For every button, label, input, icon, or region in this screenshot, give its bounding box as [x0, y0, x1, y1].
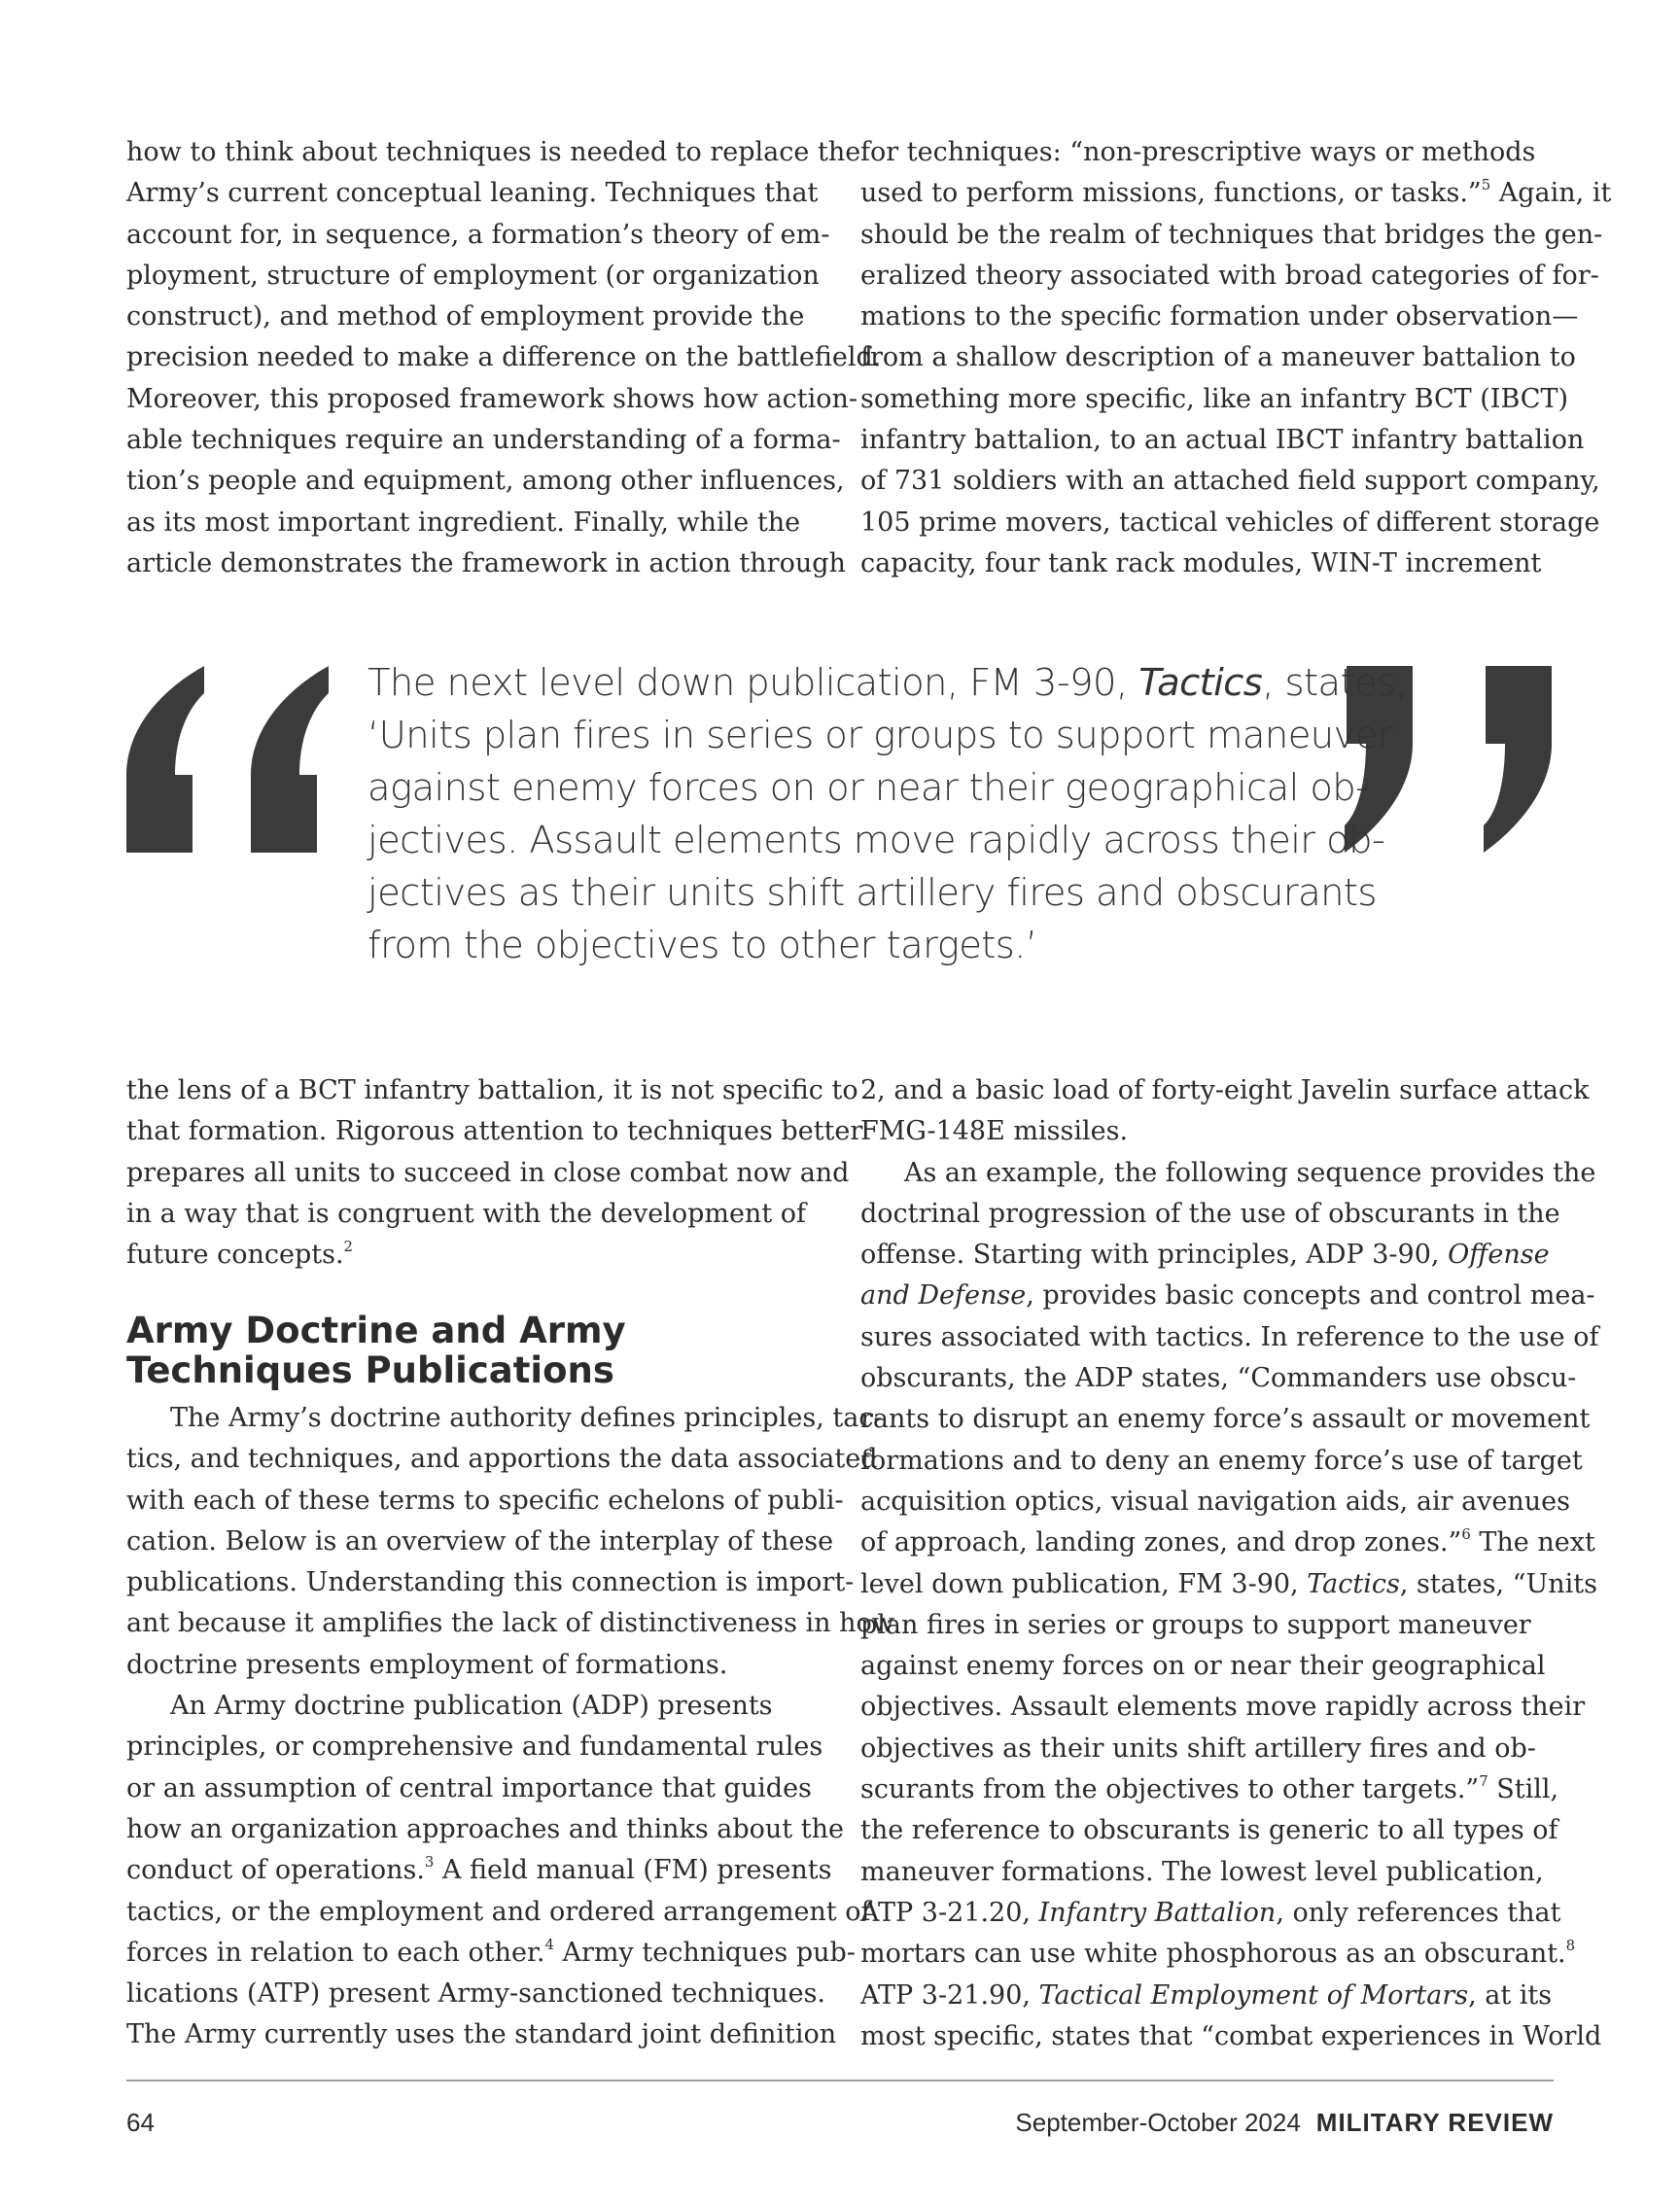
text-run: doctrine presents employment of formations. [126, 1649, 728, 1680]
text-run: ployment, structure of employment (or organization [126, 260, 820, 291]
text-run: Army’s current conceptual leaning. Techniques that [126, 178, 819, 209]
italic-title: Offense [1448, 1240, 1550, 1271]
text-line [860, 132, 1611, 173]
text-line [126, 1686, 894, 1727]
text-run: , states, [1262, 661, 1408, 705]
body-text-top-right [860, 132, 1611, 584]
text-run: as its most important ingredient. Finally, while the [126, 507, 801, 538]
text-run: future concepts. [126, 1240, 344, 1271]
text-line [126, 503, 881, 543]
text-line [860, 297, 1611, 337]
text-line [860, 337, 1611, 378]
text-line [126, 256, 881, 297]
footnote-reference[interactable]: 2 [343, 1238, 353, 1256]
text-run: construct), and method of employment provide the [126, 301, 805, 332]
text-run: sures associated with tactics. In reference to the use of [860, 1321, 1599, 1352]
text-run: the lens of a BCT infantry battalion, it is not specific to [126, 1075, 858, 1105]
text-line [368, 710, 1407, 762]
italic-title: Tactics [1307, 1568, 1400, 1599]
text-line [126, 1194, 862, 1235]
text-run: against enemy forces on or near their geographical [860, 1651, 1546, 1682]
text-run: of approach, landing zones, and drop zones.” [860, 1527, 1462, 1558]
text-line [126, 1974, 894, 2014]
text-run: ‘Units plan fires in series or groups to support maneuver [368, 714, 1393, 757]
text-run: how an organization approaches and thinks about the [126, 1813, 844, 1844]
text-line [860, 420, 1611, 461]
text-run: mortars can use white phosphorous as an obscurant. [860, 1939, 1566, 1970]
text-line [860, 215, 1611, 256]
text-run: offense. Starting with principles, ADP 3-90, [860, 1240, 1449, 1271]
body-text-bottom-right [860, 1070, 1601, 2057]
text-run: 105 prime movers, tactical vehicles of different storage [860, 507, 1600, 538]
text-line [860, 173, 1611, 214]
text-line [860, 256, 1611, 297]
text-line [860, 1769, 1601, 1810]
text-run: or an assumption of central importance that guides [126, 1772, 812, 1803]
text-line [126, 173, 881, 214]
text-run: obscurants, the ADP states, “Commanders use obscu- [860, 1363, 1577, 1394]
text-line [126, 1933, 894, 1974]
footnote-reference[interactable]: 7 [1479, 1772, 1488, 1791]
text-line [126, 461, 881, 502]
text-run: , at its [1468, 1979, 1553, 2011]
section-heading-line: Army Doctrine and Army [126, 1310, 626, 1351]
text-line [126, 1727, 894, 1768]
text-line [368, 920, 1407, 972]
text-run: most specific, states that “combat experiences in World [860, 2020, 1602, 2051]
italic-title: and Defense [860, 1280, 1027, 1312]
text-line [860, 379, 1611, 420]
text-run: jectives as their units shift artillery fires and obscurants [368, 871, 1377, 915]
text-line [126, 420, 881, 461]
text-run: objectives as their units shift artillery fires and ob- [860, 1732, 1536, 1764]
text-run: Moreover, this proposed framework shows how action- [126, 383, 858, 414]
text-run: formations and to deny an enemy force’s use of target [860, 1445, 1583, 1476]
text-run: in a way that is congruent with the development of [126, 1198, 807, 1229]
text-line [860, 461, 1611, 502]
text-line [860, 543, 1611, 584]
italic-title: Tactics [1138, 661, 1263, 705]
footer-publication [1015, 2108, 1554, 2137]
text-line [860, 2016, 1601, 2057]
text-line [860, 1070, 1601, 1111]
text-line [860, 1893, 1601, 1934]
text-line [860, 1399, 1601, 1440]
text-run: jectives. Assault elements move rapidly across their ob- [368, 819, 1385, 862]
footnote-reference[interactable]: 6 [1461, 1525, 1471, 1544]
text-run: acquisition optics, visual navigation aids, air avenues [860, 1486, 1571, 1517]
text-run: ATP 3-21.90, [860, 1979, 1039, 2011]
pull-quote-text [368, 657, 1407, 972]
text-line [860, 1317, 1601, 1358]
text-line [368, 867, 1407, 920]
text-run: ant because it amplifies the lack of distinctiveness in how [126, 1608, 894, 1639]
text-run: how to think about techniques is needed to replace the [126, 137, 861, 167]
italic-title: Infantry Battalion [1038, 1897, 1277, 1928]
text-line [860, 1153, 1601, 1194]
text-line [860, 1482, 1601, 1522]
text-run: , states, “Units [1399, 1568, 1597, 1599]
text-line [368, 815, 1407, 867]
text-run: The next level down publication, FM 3-90, [368, 661, 1139, 705]
text-run: plan fires in series or groups to support maneuver [860, 1609, 1531, 1640]
text-run: tics, and techniques, and apportions the data associated [126, 1444, 878, 1475]
text-line [126, 1481, 894, 1522]
text-line [126, 1645, 894, 1686]
text-run: maneuver formations. The lowest level publication, [860, 1856, 1544, 1887]
text-line [368, 657, 1407, 710]
text-line [860, 1605, 1601, 1646]
page-number: 64 [126, 2108, 155, 2137]
text-run: from a shallow description of a maneuver battalion to [860, 342, 1576, 373]
text-run: conduct of operations. [126, 1855, 425, 1886]
footnote-reference[interactable]: 3 [424, 1853, 435, 1872]
text-line [126, 1235, 862, 1276]
text-line [126, 1398, 894, 1439]
text-line [126, 1111, 862, 1152]
text-run: that formation. Rigorous attention to techniques better [126, 1116, 863, 1147]
text-run: scurants from the objectives to other targets.” [860, 1774, 1480, 1805]
text-run: forces in relation to each other. [126, 1937, 545, 1968]
text-line [126, 1070, 862, 1111]
text-line [126, 1809, 894, 1850]
text-run: infantry battalion, to an actual IBCT infantry battalion [860, 425, 1585, 456]
text-run: account for, in sequence, a formation’s theory of em- [126, 219, 830, 250]
text-run: should be the realm of techniques that bridges the gen- [860, 219, 1603, 250]
section-heading [126, 1311, 626, 1390]
text-line [126, 1603, 894, 1644]
text-run: tactics, or the employment and ordered arrangement of [126, 1896, 871, 1927]
intro-paragraph [126, 1070, 862, 1276]
text-run: used to perform missions, functions, or tasks.” [860, 178, 1482, 209]
magazine-name: MILITARY REVIEW [1315, 2108, 1554, 2137]
section-body-text [126, 1398, 894, 2056]
text-run: FMG-148E missiles. [860, 1116, 1129, 1147]
text-run: , provides basic concepts and control mea- [1026, 1280, 1595, 1312]
text-line [126, 543, 881, 584]
text-line [126, 132, 881, 173]
text-run: An Army doctrine publication (ADP) presents [170, 1691, 773, 1722]
open-quote-mark-icon [126, 666, 331, 860]
text-run: cation. Below is an overview of the interplay of these [126, 1525, 834, 1557]
text-run: , only references that [1276, 1897, 1561, 1928]
text-run: lications (ATP) present Army-sanctioned techniques. [126, 1978, 826, 2010]
text-line [126, 1439, 894, 1480]
text-run: The Army’s doctrine authority defines principles, tac- [170, 1403, 883, 1433]
text-line [860, 1564, 1601, 1605]
text-run: with each of these terms to specific echelons of publi- [126, 1485, 844, 1516]
text-run: A field manual (FM) presents [434, 1855, 832, 1886]
text-line [126, 297, 881, 337]
text-line [860, 1729, 1601, 1769]
text-run: able techniques require an understanding of a forma- [126, 425, 841, 456]
text-run: level down publication, FM 3-90, [860, 1568, 1308, 1599]
footnote-reference[interactable]: 5 [1481, 176, 1491, 194]
text-run: the reference to obscurants is generic to all types of [860, 1815, 1558, 1846]
text-line [126, 1153, 862, 1194]
text-run: for techniques: “non-prescriptive ways or methods [860, 137, 1536, 167]
text-run: ATP 3-21.20, [860, 1897, 1039, 1928]
text-run: publications. Understanding this connection is import- [126, 1567, 855, 1598]
body-text-bottom-left [126, 1070, 862, 1276]
text-line [860, 1194, 1601, 1235]
text-run: tion’s people and equipment, among other influences, [126, 466, 845, 497]
text-run: mations to the specific formation under observation— [860, 301, 1579, 332]
section-heading-line: Techniques Publications [126, 1349, 614, 1391]
text-line [126, 215, 881, 256]
text-line [860, 1358, 1601, 1399]
text-run: rants to disrupt an enemy force’s assault or movement [860, 1404, 1591, 1435]
text-run: Still, [1488, 1774, 1559, 1805]
text-line [126, 2014, 894, 2055]
text-line [860, 1235, 1601, 1276]
text-line [860, 1276, 1601, 1316]
text-line [860, 1687, 1601, 1728]
text-line [860, 1646, 1601, 1687]
text-line [126, 1522, 894, 1562]
text-line [860, 1522, 1601, 1563]
text-run: Again, it [1490, 178, 1612, 209]
footnote-reference[interactable]: 4 [544, 1935, 554, 1953]
text-line [126, 1892, 894, 1933]
text-run: principles, or comprehensive and fundamental rules [126, 1732, 823, 1763]
text-run: against enemy forces on or near their geographical ob- [368, 766, 1369, 810]
text-line [860, 1111, 1601, 1152]
text-run: objectives. Assault elements move rapidly across their [860, 1692, 1586, 1723]
text-run: 2, and a basic load of forty-eight Javelin surface attack [860, 1075, 1590, 1105]
text-line [368, 762, 1407, 815]
text-line [860, 1441, 1601, 1482]
text-run: The Army currently uses the standard joint definition [126, 2019, 837, 2050]
text-run: from the objectives to other targets.’ [368, 924, 1037, 967]
text-run: prepares all units to succeed in close combat now and [126, 1157, 850, 1188]
text-run: article demonstrates the framework in action through [126, 547, 846, 578]
text-line [860, 1934, 1601, 1975]
text-run: The next [1470, 1527, 1595, 1558]
text-run: eralized theory associated with broad categories of for- [860, 260, 1599, 291]
text-line [860, 503, 1611, 543]
text-line [126, 379, 881, 420]
text-run: precision needed to make a difference on the battlefield. [126, 342, 882, 373]
text-run: doctrinal progression of the use of obscurants in the [860, 1198, 1560, 1229]
text-run: something more specific, like an infantry BCT (IBCT) [860, 383, 1569, 414]
text-line [126, 1850, 894, 1891]
issue-date: September-October 2024 [1015, 2108, 1301, 2137]
text-line [860, 1976, 1601, 2016]
footer-rule [126, 2080, 1554, 2082]
text-line [860, 1810, 1601, 1851]
text-run: capacity, four tank rack modules, WIN-T increment [860, 547, 1542, 578]
text-run: Army techniques pub- [553, 1937, 856, 1968]
body-text-top-left [126, 132, 881, 584]
text-run: As an example, the following sequence provides the [904, 1157, 1596, 1188]
italic-title: Tactical Employment of Mortars [1038, 1979, 1469, 2011]
text-line [126, 1768, 894, 1809]
text-line [126, 1562, 894, 1603]
text-run: of 731 soldiers with an attached field support company, [860, 466, 1600, 497]
text-line [860, 1852, 1601, 1893]
footnote-reference[interactable]: 8 [1565, 1937, 1576, 1955]
text-line [126, 337, 881, 378]
